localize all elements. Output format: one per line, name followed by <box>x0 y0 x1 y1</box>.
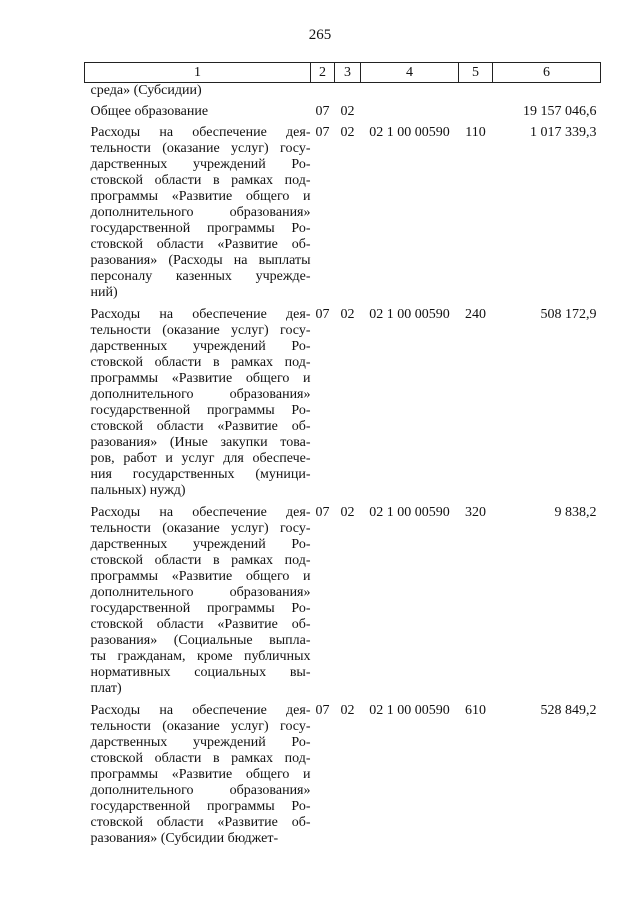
description-line: Расходы на обеспечение дея- <box>90 307 311 322</box>
budget-table <box>84 62 601 847</box>
header-col-3: 3 <box>335 63 361 83</box>
row-amount: 508 172,9 <box>540 307 597 322</box>
description-line: плат) <box>90 681 122 696</box>
row-target-article: 02 1 00 00590 <box>369 703 450 718</box>
description-line: ний) <box>90 285 118 300</box>
table-row <box>85 697 601 847</box>
row-expense-type <box>459 99 493 120</box>
description-line: среда» (Субсидии) <box>90 83 202 98</box>
row-expense-type: 320 <box>465 505 486 520</box>
description-line: разования» (Субсидии бюджет- <box>90 831 279 846</box>
description-line: Общее образование <box>90 104 209 119</box>
description-line: программы «Развитие общего и <box>90 767 311 782</box>
table-row <box>85 99 601 120</box>
description-line: стовской области в рамках под- <box>90 553 311 568</box>
row-target-article <box>361 99 459 120</box>
header-col-2: 2 <box>311 63 335 83</box>
description-line: дарственных учреждений Ро- <box>90 339 311 354</box>
row-section-code <box>311 83 335 100</box>
row-target-article: 02 1 00 00590 <box>369 505 450 520</box>
description-line: дарственных учреждений Ро- <box>90 157 311 172</box>
row-subsection-code: 02 <box>340 125 355 140</box>
row-expense-type: 610 <box>465 703 486 718</box>
row-subsection-code: 02 <box>340 505 355 520</box>
table-row <box>85 499 601 697</box>
row-subsection-code <box>335 83 361 100</box>
row-subsection-code: 02 <box>340 307 355 322</box>
row-target-article <box>361 83 459 100</box>
table-row <box>85 83 601 100</box>
description-line: Расходы на обеспечение дея- <box>90 125 311 140</box>
description-line: стовской области «Развитие об- <box>90 237 311 252</box>
row-description <box>85 120 311 301</box>
description-line: персоналу казенных учрежде- <box>90 269 311 284</box>
description-line: ты гражданам, кроме публичных <box>90 649 311 664</box>
description-line: тельности (оказание услуг) госу- <box>90 521 311 536</box>
header-col-5: 5 <box>459 63 493 83</box>
description-line: пальных) нужд) <box>90 483 186 498</box>
row-amount <box>493 83 601 100</box>
row-amount: 9 838,2 <box>554 505 597 520</box>
description-line: нормативных социальных вы- <box>90 665 311 680</box>
header-col-1: 1 <box>85 63 311 83</box>
row-expense-type <box>459 83 493 100</box>
row-section-code: 07 <box>315 104 330 119</box>
description-line: государственной программы Ро- <box>90 403 311 418</box>
description-line: дополнительного образования» <box>90 205 311 220</box>
row-target-article: 02 1 00 00590 <box>369 307 450 322</box>
description-line: Расходы на обеспечение дея- <box>90 703 311 718</box>
table-body <box>85 83 601 848</box>
description-line: разования» (Социальные выпла- <box>90 633 311 648</box>
row-expense-type: 110 <box>465 125 486 140</box>
description-line: программы «Развитие общего и <box>90 371 311 386</box>
description-line: государственной программы Ро- <box>90 601 311 616</box>
row-description <box>85 697 311 847</box>
description-line: дополнительного образования» <box>90 387 311 402</box>
description-line: государственной программы Ро- <box>90 799 311 814</box>
description-line: ния государственных (муници- <box>90 467 311 482</box>
description-line: разования» (Расходы на выплаты <box>90 253 311 268</box>
description-line: стовской области «Развитие об- <box>90 815 311 830</box>
description-line: дополнительного образования» <box>90 783 311 798</box>
description-line: программы «Развитие общего и <box>90 189 311 204</box>
description-line: государственной программы Ро- <box>90 221 311 236</box>
row-expense-type: 240 <box>465 307 486 322</box>
description-line: тельности (оказание услуг) госу- <box>90 323 311 338</box>
row-section-code: 07 <box>315 307 330 322</box>
description-line: стовской области в рамках под- <box>90 173 311 188</box>
description-line: стовской области «Развитие об- <box>90 617 311 632</box>
description-line: дарственных учреждений Ро- <box>90 537 311 552</box>
row-amount: 19 157 046,6 <box>523 104 597 119</box>
description-line: разования» (Иные закупки това- <box>90 435 311 450</box>
header-row <box>85 63 601 83</box>
row-section-code: 07 <box>315 703 330 718</box>
description-line: стовской области в рамках под- <box>90 355 311 370</box>
row-section-code: 07 <box>315 125 330 140</box>
description-line: тельности (оказание услуг) госу- <box>90 719 311 734</box>
header-col-6: 6 <box>493 63 601 83</box>
description-line: дарственных учреждений Ро- <box>90 735 311 750</box>
description-line: ров, работ и услуг для обеспече- <box>90 451 311 466</box>
description-line: программы «Развитие общего и <box>90 569 311 584</box>
description-line: дополнительного образования» <box>90 585 311 600</box>
description-line: тельности (оказание услуг) госу- <box>90 141 311 156</box>
table-row <box>85 301 601 499</box>
row-subsection-code: 02 <box>340 703 355 718</box>
row-subsection-code: 02 <box>340 104 355 119</box>
row-target-article: 02 1 00 00590 <box>369 125 450 140</box>
table-row <box>85 120 601 301</box>
description-line: Расходы на обеспечение дея- <box>90 505 311 520</box>
row-description <box>85 499 311 697</box>
description-line: стовской области в рамках под- <box>90 751 311 766</box>
row-section-code: 07 <box>315 505 330 520</box>
header-col-4: 4 <box>361 63 459 83</box>
description-line: стовской области «Развитие об- <box>90 419 311 434</box>
page-number: 265 <box>308 27 332 43</box>
row-description <box>85 99 311 120</box>
row-description <box>85 301 311 499</box>
row-amount: 528 849,2 <box>540 703 597 718</box>
table-header <box>85 63 601 83</box>
row-description <box>85 83 311 100</box>
row-amount: 1 017 339,3 <box>530 125 597 140</box>
